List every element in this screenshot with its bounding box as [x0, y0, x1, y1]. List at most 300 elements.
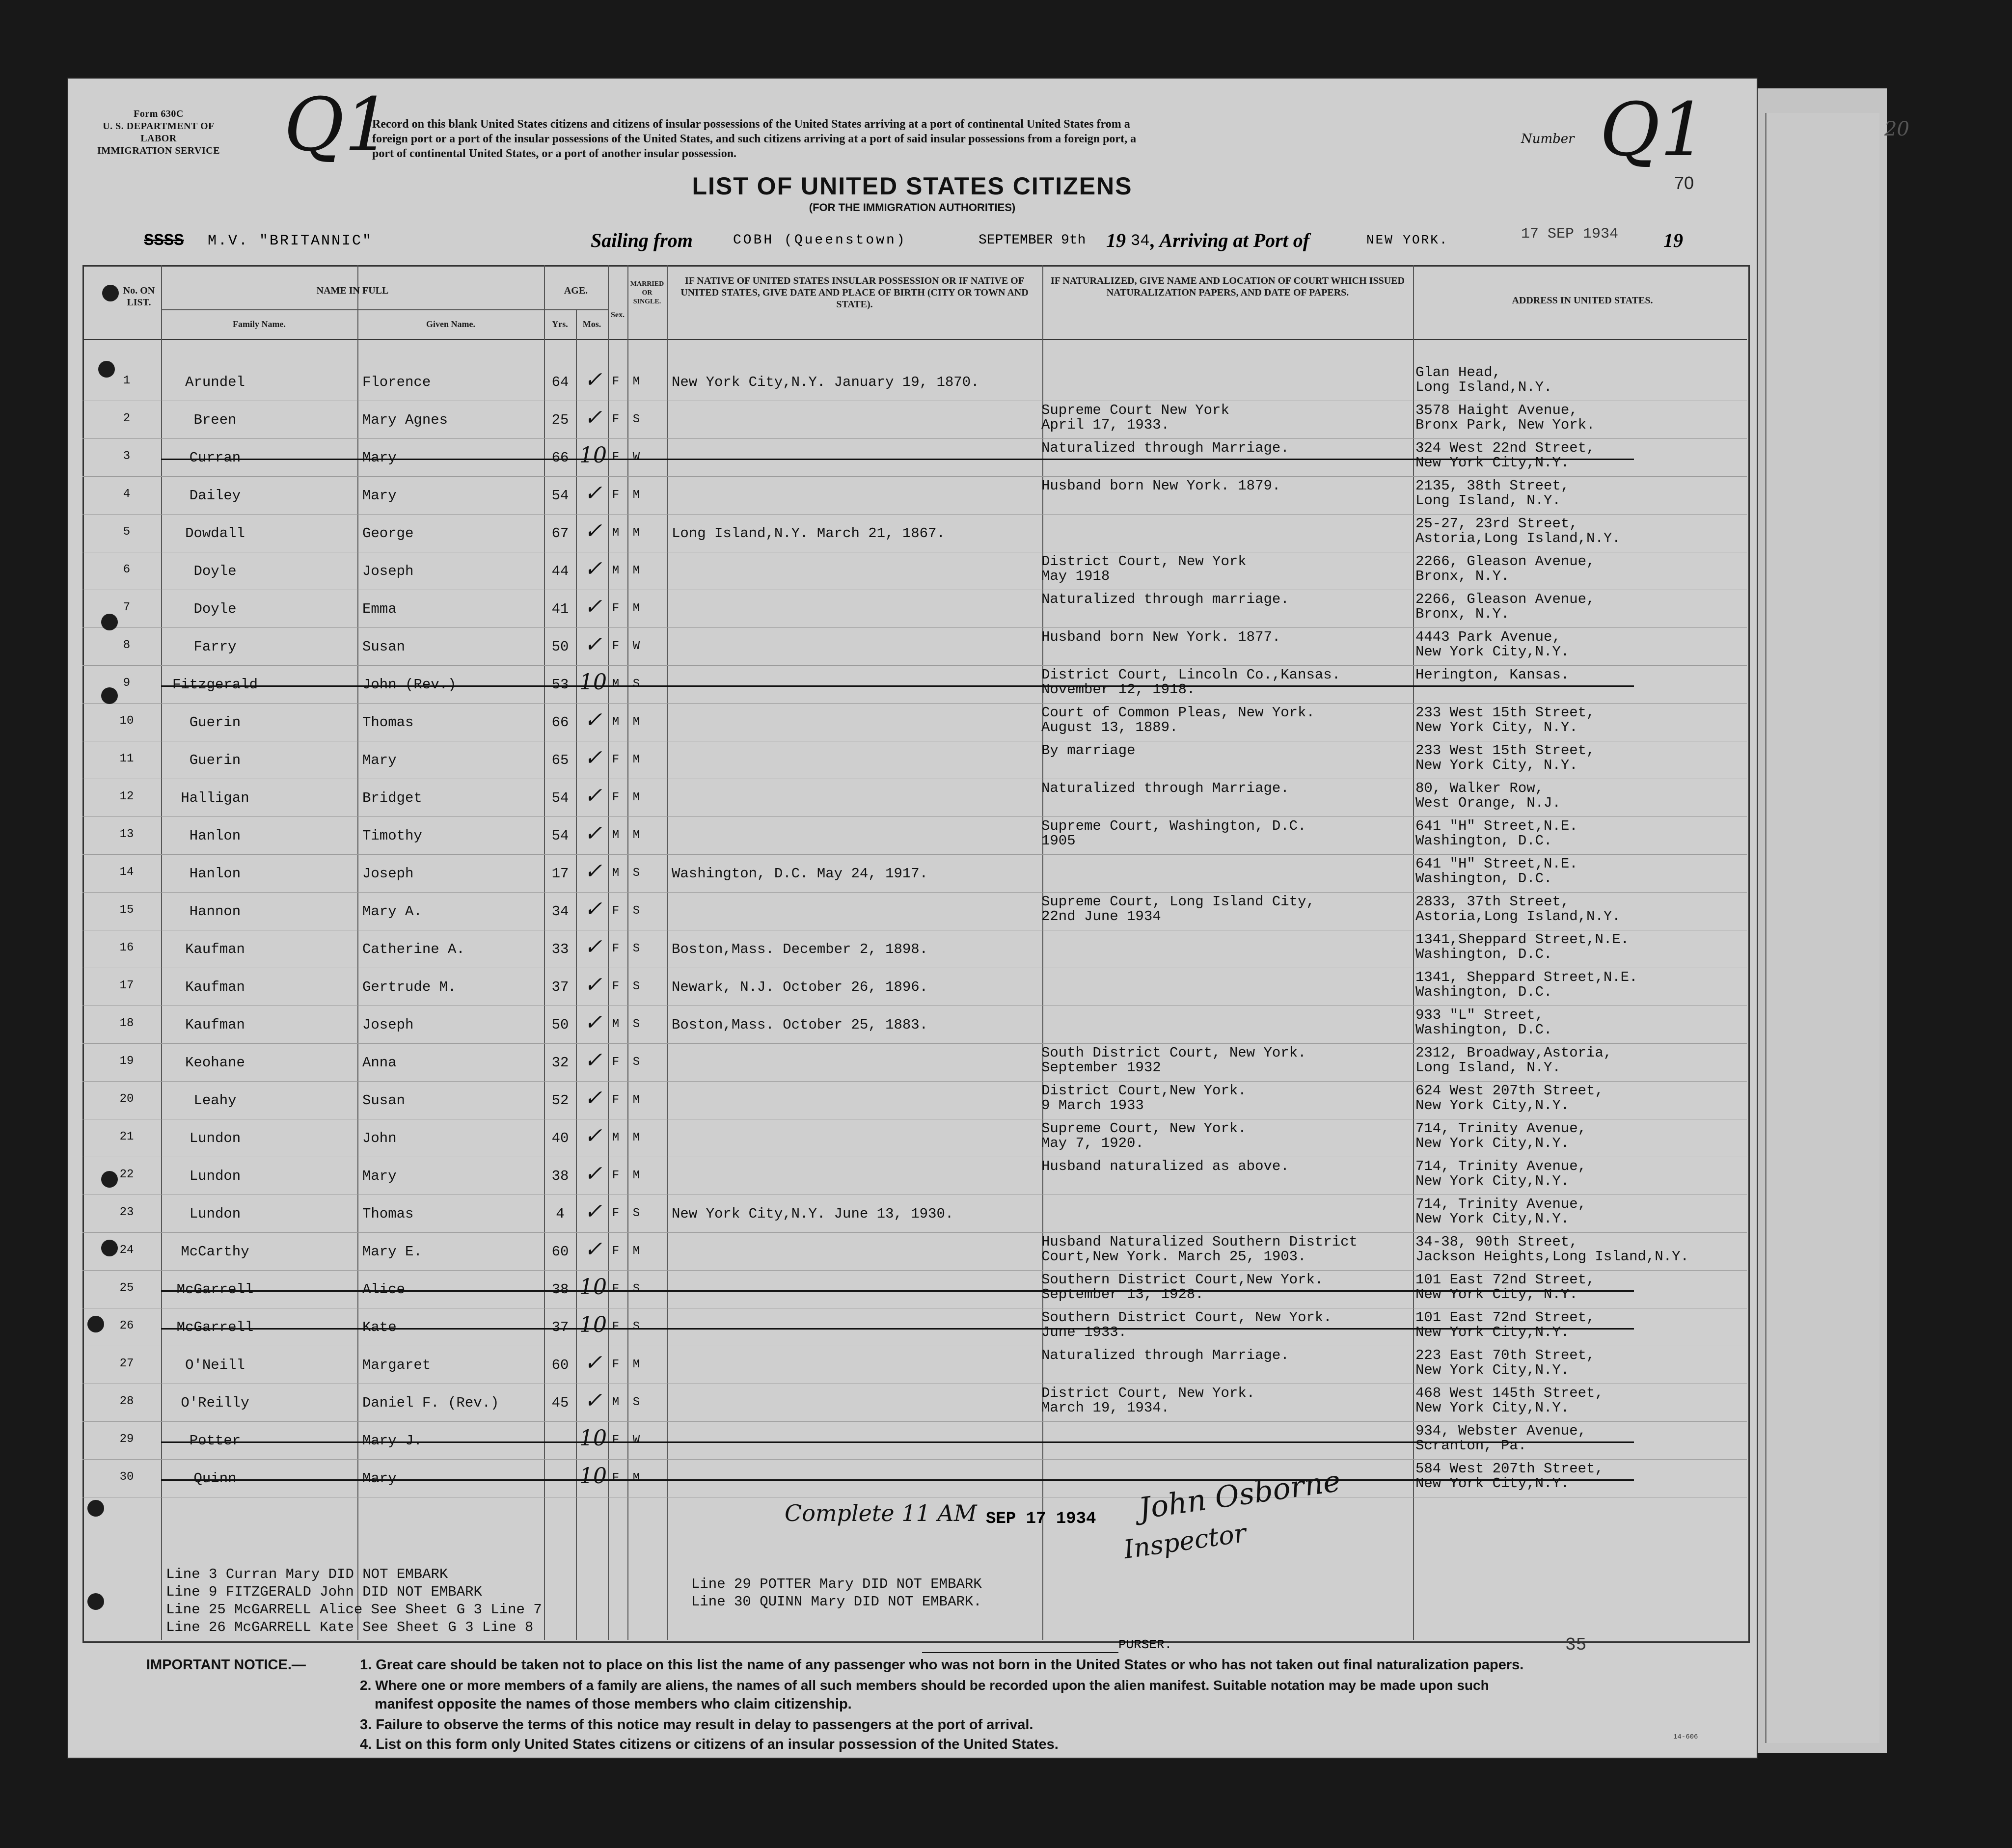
address-line: 584 West 207th Street,	[1415, 1461, 1604, 1477]
marital-status: M	[632, 753, 640, 766]
us-address	[1415, 932, 1629, 962]
age-check: 10	[579, 670, 607, 695]
adjacent-page-strip	[1765, 113, 1879, 1743]
passenger-row	[68, 1233, 1757, 1271]
address-line: 2833, 37th Street,	[1415, 894, 1570, 910]
marital-status: W	[632, 640, 640, 653]
age-years: 53	[551, 677, 569, 693]
address-line: 1341, Sheppard Street,N.E.	[1415, 969, 1638, 985]
family-name: Guerin	[189, 752, 241, 768]
address-line: New York City,N.Y.	[1415, 1135, 1570, 1151]
sex: M	[612, 678, 620, 691]
us-address	[1415, 516, 1621, 546]
birth-info: New York City,N.Y. January 19, 1870.	[672, 374, 979, 390]
age-check: ✓	[584, 594, 602, 619]
address-line: 714, Trinity Avenue,	[1415, 1158, 1587, 1174]
sex: F	[612, 1358, 620, 1371]
purser-label: PURSER.	[1118, 1637, 1172, 1652]
sex: F	[612, 753, 620, 766]
passenger-row	[68, 1346, 1757, 1384]
given-name: Mary	[362, 1168, 397, 1184]
family-name: McGarrell	[176, 1281, 254, 1298]
naturalization-line: September 13, 1928.	[1041, 1286, 1204, 1303]
naturalization-line: 22nd June 1934	[1041, 908, 1161, 924]
naturalization-info	[1041, 441, 1289, 456]
service-name: IMMIGRATION SERVICE	[97, 145, 220, 156]
given-name: Gertrude M.	[362, 979, 457, 995]
age-years: 37	[551, 1319, 569, 1335]
age-check: ✓	[584, 783, 602, 808]
passenger-row	[68, 1271, 1757, 1308]
sheet-reference: 35	[1565, 1635, 1587, 1655]
row-number: 26	[119, 1319, 134, 1332]
naturalization-line: Husband born New York. 1879.	[1041, 478, 1281, 494]
family-name: Farry	[193, 639, 237, 655]
marital-status: S	[632, 1396, 640, 1409]
age-years: 65	[551, 752, 569, 768]
us-address	[1415, 706, 1595, 735]
naturalization-info	[1041, 592, 1289, 607]
passenger-row	[68, 666, 1757, 704]
col-header-given: Given Name.	[426, 319, 475, 329]
address-line: 3578 Haight Avenue,	[1415, 402, 1578, 418]
given-name: Mary E.	[362, 1244, 422, 1260]
binding-hole	[87, 1500, 104, 1517]
given-name: Mary A.	[362, 903, 422, 920]
given-name: Mary J.	[362, 1433, 422, 1449]
marital-status: M	[632, 1245, 640, 1258]
footer-note: Line 30 QUINN Mary DID NOT EMBARK.	[691, 1594, 982, 1610]
address-line: New York City,N.Y.	[1415, 455, 1570, 471]
marital-status: M	[632, 564, 640, 577]
address-line: Herington, Kansas.	[1415, 667, 1570, 683]
sex: F	[612, 1169, 620, 1182]
age-years: 64	[551, 374, 569, 390]
intro-line-1: Record on this blank United States citizens and citizens of insular possessions of the United States arriving at a port of continental United States from a	[372, 118, 1130, 131]
given-name: Joseph	[362, 866, 414, 882]
given-name: John	[362, 1130, 397, 1146]
naturalization-line: District Court, Lincoln Co.,Kansas.	[1041, 667, 1341, 683]
passenger-row	[68, 439, 1757, 477]
naturalization-line: Naturalized through marriage.	[1041, 591, 1289, 607]
given-name: Daniel F. (Rev.)	[362, 1395, 499, 1411]
passenger-row	[68, 401, 1757, 439]
age-years: 67	[551, 525, 569, 542]
naturalization-info	[1041, 781, 1289, 796]
destination-port: NEW YORK.	[1366, 233, 1449, 247]
address-line: New York City,N.Y.	[1415, 1324, 1570, 1340]
age-years: 44	[551, 563, 569, 579]
passenger-row	[68, 1044, 1757, 1082]
binding-hole	[101, 614, 118, 630]
address-line: 1341,Sheppard Street,N.E.	[1415, 931, 1630, 948]
age-years: 54	[551, 828, 569, 844]
binding-hole	[87, 1316, 104, 1332]
row-number: 10	[119, 714, 134, 728]
binding-hole	[87, 1593, 104, 1610]
sex: F	[612, 942, 620, 955]
naturalization-line: September 1932	[1041, 1060, 1161, 1076]
given-name: Florence	[362, 374, 431, 390]
family-name: Curran	[189, 450, 241, 466]
naturalization-info	[1041, 1235, 1358, 1264]
corner-note: 20	[1884, 118, 1909, 140]
us-address	[1415, 781, 1561, 811]
address-line: Jackson Heights,Long Island,N.Y.	[1415, 1249, 1689, 1265]
marital-status: S	[632, 867, 640, 880]
marital-status: S	[632, 678, 640, 691]
notice-label: IMPORTANT NOTICE.—	[146, 1657, 306, 1673]
us-address	[1415, 1159, 1586, 1189]
given-name: Kate	[362, 1319, 397, 1335]
naturalization-line: Naturalized through Marriage.	[1041, 440, 1289, 456]
address-line: New York City, N.Y.	[1415, 757, 1578, 773]
birth-info: New York City,N.Y. June 13, 1930.	[672, 1206, 954, 1222]
binding-hole	[101, 1240, 118, 1256]
row-number: 13	[119, 828, 134, 841]
row-number: 29	[119, 1433, 134, 1446]
given-name: Thomas	[362, 714, 414, 731]
marital-status: M	[632, 1471, 640, 1485]
family-name: Fitzgerald	[172, 677, 258, 693]
family-name: Hanlon	[189, 828, 241, 844]
marital-status: M	[632, 489, 640, 502]
sheet-mark-right: Q1	[1600, 87, 1707, 173]
strike-through-line	[161, 1479, 1634, 1481]
marital-status: M	[632, 715, 640, 729]
age-check: ✓	[584, 821, 602, 846]
row-number: 22	[119, 1168, 134, 1181]
passenger-row	[68, 930, 1757, 968]
sheet-mark-left: Q1	[284, 82, 391, 168]
naturalization-line: Supreme Court, Long Island City,	[1041, 894, 1315, 910]
age-years: 50	[551, 639, 569, 655]
family-name: McCarthy	[181, 1244, 249, 1260]
row-number: 2	[123, 412, 131, 425]
footer-note: Line 9 FITZGERALD John DID NOT EMBARK	[166, 1584, 482, 1600]
sex: M	[612, 526, 620, 540]
given-name: Susan	[362, 639, 406, 655]
binding-hole	[101, 687, 118, 704]
footer-note: Line 29 POTTER Mary DID NOT EMBARK	[691, 1576, 982, 1592]
family-name: Doyle	[193, 601, 237, 617]
sex: F	[612, 413, 620, 426]
age-years: 38	[551, 1168, 569, 1184]
row-number: 19	[119, 1055, 134, 1068]
age-check: ✓	[584, 1388, 602, 1413]
age-check: ✓	[584, 1161, 602, 1186]
us-address	[1415, 668, 1569, 682]
passenger-row	[68, 1195, 1757, 1233]
sailing-label: Sailing from	[591, 229, 693, 251]
us-address	[1415, 479, 1569, 508]
age-subrule	[544, 309, 608, 310]
us-address	[1415, 895, 1621, 924]
age-years: 50	[551, 1017, 569, 1033]
naturalization-info	[1041, 819, 1306, 848]
family-name: Kaufman	[185, 979, 245, 995]
given-name: John (Rev.)	[362, 677, 457, 693]
age-years: 45	[551, 1395, 569, 1411]
naturalization-info	[1041, 895, 1315, 924]
naturalization-info	[1041, 630, 1280, 645]
us-address	[1415, 1046, 1612, 1075]
family-name: Dailey	[189, 488, 241, 504]
us-address	[1415, 819, 1578, 848]
family-name: Kaufman	[185, 941, 245, 957]
age-check: 10	[579, 443, 607, 468]
age-check: 10	[579, 1312, 607, 1337]
address-line: New York City,N.Y.	[1415, 1097, 1570, 1114]
naturalization-line: Southern District Court,New York.	[1041, 1272, 1324, 1288]
family-name: Lundon	[189, 1130, 241, 1146]
naturalization-line: South District Court, New York.	[1041, 1045, 1306, 1061]
given-name: Joseph	[362, 1017, 414, 1033]
naturalization-line: April 17, 1933.	[1041, 417, 1170, 433]
document-title: LIST OF UNITED STATES CITIZENS	[692, 172, 1133, 200]
passenger-rows	[68, 363, 1757, 1640]
age-years: 41	[551, 601, 569, 617]
strike-through-line	[161, 1290, 1634, 1292]
complete-note: Complete 11 AM	[785, 1500, 977, 1526]
family-name: Guerin	[189, 714, 241, 731]
address-line: New York City,N.Y.	[1415, 1362, 1570, 1378]
sex: F	[612, 375, 620, 388]
inspector-signature: John Osborne	[1137, 1464, 1343, 1526]
inspector-title: Inspector	[1122, 1518, 1248, 1565]
naturalization-line: District Court, New York.	[1041, 1385, 1255, 1401]
marital-status: M	[632, 602, 640, 615]
age-check: ✓	[584, 972, 602, 997]
address-line: 4443 Park Avenue,	[1415, 629, 1561, 645]
age-check: ✓	[584, 518, 602, 544]
family-name: Dowdall	[185, 525, 245, 542]
family-name: Breen	[193, 412, 237, 428]
given-name: George	[362, 525, 414, 542]
age-check: ✓	[584, 405, 602, 430]
given-name: Mary Agnes	[362, 412, 448, 428]
age-check: ✓	[584, 1086, 602, 1111]
address-line: Astoria,Long Island,N.Y.	[1415, 530, 1621, 546]
row-number: 12	[119, 790, 134, 803]
sex: F	[612, 980, 620, 993]
family-name: Kaufman	[185, 1017, 245, 1033]
passenger-row	[68, 1422, 1757, 1460]
naturalization-line: Naturalized through Marriage.	[1041, 780, 1289, 796]
form-number: Form 630C	[134, 109, 184, 119]
sex: M	[612, 715, 620, 729]
naturalization-line: November 12, 1918.	[1041, 681, 1196, 698]
address-line: 933 "L" Street,	[1415, 1007, 1544, 1023]
col-header-yrs: Yrs.	[552, 319, 568, 329]
us-address	[1415, 592, 1595, 622]
address-line: 2266, Gleason Avenue,	[1415, 553, 1595, 570]
passenger-row	[68, 590, 1757, 628]
row-number: 20	[119, 1092, 134, 1106]
sex: F	[612, 1056, 620, 1069]
marital-status: S	[632, 980, 640, 993]
address-line: 468 West 145th Street,	[1415, 1385, 1604, 1401]
address-line: 2135, 38th Street,	[1415, 478, 1570, 494]
address-line: New York City,N.Y.	[1415, 1211, 1570, 1227]
strike-through-line	[161, 459, 1634, 460]
address-line: Astoria,Long Island,N.Y.	[1415, 908, 1621, 924]
age-check: ✓	[584, 1199, 602, 1224]
col-header-sex: Sex.	[611, 311, 625, 319]
sex: F	[612, 1320, 620, 1333]
family-name: Lundon	[189, 1206, 241, 1222]
age-years: 37	[551, 979, 569, 995]
naturalization-info	[1041, 706, 1315, 735]
row-number: 3	[123, 450, 131, 463]
passenger-row	[68, 704, 1757, 741]
address-line: Long Island, N.Y.	[1415, 492, 1561, 509]
vessel-name: M.V. "BRITANNIC"	[208, 233, 373, 249]
naturalization-line: Husband naturalized as above.	[1041, 1158, 1289, 1174]
purser-line	[922, 1652, 1118, 1653]
naturalization-info	[1041, 403, 1229, 433]
naturalization-line: Supreme Court, New York.	[1041, 1120, 1247, 1137]
naturalization-info	[1041, 668, 1340, 697]
age-check: ✓	[584, 1350, 602, 1375]
binding-hole	[102, 285, 119, 301]
col-header-naturalized: IF NATURALIZED, GIVE NAME AND LOCATION OF COURT WHICH ISSUED NATURALIZATION PAPERS, AND DATE OF PAPERS.	[1051, 275, 1405, 298]
notice-item-2-cont: manifest opposite the names of those members who claim citizenship.	[375, 1696, 852, 1712]
col-header-mos: Mos.	[582, 319, 601, 329]
given-name: Susan	[362, 1092, 406, 1109]
passenger-row	[68, 1308, 1757, 1346]
naturalization-info	[1041, 1386, 1255, 1415]
row-number: 8	[123, 639, 131, 652]
address-line: Long Island, N.Y.	[1415, 1060, 1561, 1076]
us-address	[1415, 1121, 1586, 1151]
row-number: 23	[119, 1206, 134, 1219]
row-number: 1	[123, 374, 131, 387]
sex: M	[612, 867, 620, 880]
naturalization-line: May 7, 1920.	[1041, 1135, 1144, 1151]
passenger-row	[68, 741, 1757, 779]
marital-status: S	[632, 1018, 640, 1031]
address-line: Bronx Park, New York.	[1415, 417, 1595, 433]
address-line: 641 "H" Street,N.E.	[1415, 856, 1578, 872]
header-rule	[82, 339, 1747, 340]
row-number: 4	[123, 488, 131, 501]
naturalization-line: 1905	[1041, 833, 1076, 849]
age-years: 54	[551, 488, 569, 504]
family-name: Leahy	[193, 1092, 237, 1109]
age-check: ✓	[584, 745, 602, 770]
sex: M	[612, 1018, 620, 1031]
marital-status: W	[632, 451, 640, 464]
row-number: 7	[123, 601, 131, 614]
intro-text	[372, 117, 1136, 161]
naturalization-line: Naturalized through Marriage.	[1041, 1347, 1289, 1363]
marital-status: M	[632, 829, 640, 842]
form-code: 14-606	[1673, 1733, 1698, 1741]
age-years: 17	[551, 866, 569, 882]
footer-note: Line 3 Curran Mary DID NOT EMBARK	[166, 1566, 448, 1582]
sailing-date: SEPTEMBER 9th	[979, 233, 1086, 248]
age-years: 66	[551, 450, 569, 466]
intro-line-3: port of continental United States, or a port of another insular possession.	[372, 147, 737, 160]
address-line: 2312, Broadway,Astoria,	[1415, 1045, 1612, 1061]
notice-item-3: 3. Failure to observe the terms of this notice may result in delay to passengers at the port of arrival.	[360, 1717, 1033, 1733]
given-name: Catherine A.	[362, 941, 465, 957]
naturalization-line: By marriage	[1041, 742, 1136, 759]
row-number: 16	[119, 941, 134, 954]
family-name: O'Reilly	[181, 1395, 249, 1411]
marital-status: S	[632, 413, 640, 426]
age-check: 10	[579, 1426, 607, 1451]
us-address	[1415, 554, 1595, 584]
address-line: New York City, N.Y.	[1415, 719, 1578, 735]
given-name: Mary	[362, 450, 397, 466]
col-header-married: MARRIED OR SINGLE.	[630, 280, 664, 305]
notice-item-2: 2. Where one or more members of a family are aliens, the names of all such members should be recorded upon the alien manifest. Suitable notation may be made upon such	[360, 1678, 1489, 1693]
intro-line-2: foreign port or a port of the insular possessions of the United States, and such citizens arriving at a port of said insular possessions from a foreign port, a	[372, 133, 1137, 145]
age-check: ✓	[584, 1048, 602, 1073]
passenger-row	[68, 817, 1757, 855]
row-number: 11	[119, 752, 134, 765]
age-years: 25	[551, 412, 569, 428]
age-check: ✓	[584, 632, 602, 657]
year-suffix: 19	[1663, 229, 1683, 251]
address-line: Bronx, N.Y.	[1415, 606, 1510, 622]
age-check: 10	[579, 1275, 607, 1300]
address-line: 624 West 207th Street,	[1415, 1083, 1604, 1099]
row-number: 18	[119, 1017, 134, 1030]
given-name: Anna	[362, 1055, 397, 1071]
address-line: 233 West 15th Street,	[1415, 705, 1595, 721]
naturalization-line: District Court,New York.	[1041, 1083, 1247, 1099]
marital-status: S	[632, 1320, 640, 1333]
us-address	[1415, 1235, 1689, 1264]
completion-stamp: SEP 17 1934	[986, 1510, 1096, 1528]
age-years: 40	[551, 1130, 569, 1146]
naturalization-line: Court of Common Pleas, New York.	[1041, 705, 1315, 721]
marital-status: S	[632, 1056, 640, 1069]
us-address	[1415, 1462, 1604, 1491]
family-name: Potter	[189, 1433, 241, 1449]
age-years: 38	[551, 1281, 569, 1298]
given-name: Timothy	[362, 828, 422, 844]
address-line: West Orange, N.J.	[1415, 795, 1561, 811]
notice-item-4: 4. List on this form only United States citizens or citizens of an insular possession of the United States.	[360, 1737, 1059, 1752]
given-name: Mary	[362, 752, 397, 768]
col-header-name: NAME IN FULL	[316, 285, 389, 296]
strike-through-line	[161, 685, 1634, 687]
form-id-block	[87, 108, 230, 157]
us-address	[1415, 365, 1552, 395]
sex: F	[612, 1471, 620, 1485]
family-name: Quinn	[193, 1470, 237, 1487]
us-address	[1415, 1424, 1586, 1453]
department-name: U. S. DEPARTMENT OF LABOR	[103, 121, 215, 144]
family-name: Arundel	[185, 374, 245, 390]
row-number: 25	[119, 1281, 134, 1295]
row-number: 24	[119, 1244, 134, 1257]
family-name: Lundon	[189, 1168, 241, 1184]
birth-info: Long Island,N.Y. March 21, 1867.	[672, 525, 945, 542]
passenger-row	[68, 363, 1757, 401]
passenger-row	[68, 1460, 1757, 1497]
col-header-family: Family Name.	[233, 319, 286, 329]
marital-status: M	[632, 1131, 640, 1144]
given-name: Mary	[362, 1470, 397, 1487]
us-address	[1415, 857, 1578, 886]
row-number: 21	[119, 1130, 134, 1143]
birth-info: Newark, N.J. October 26, 1896.	[672, 979, 928, 995]
